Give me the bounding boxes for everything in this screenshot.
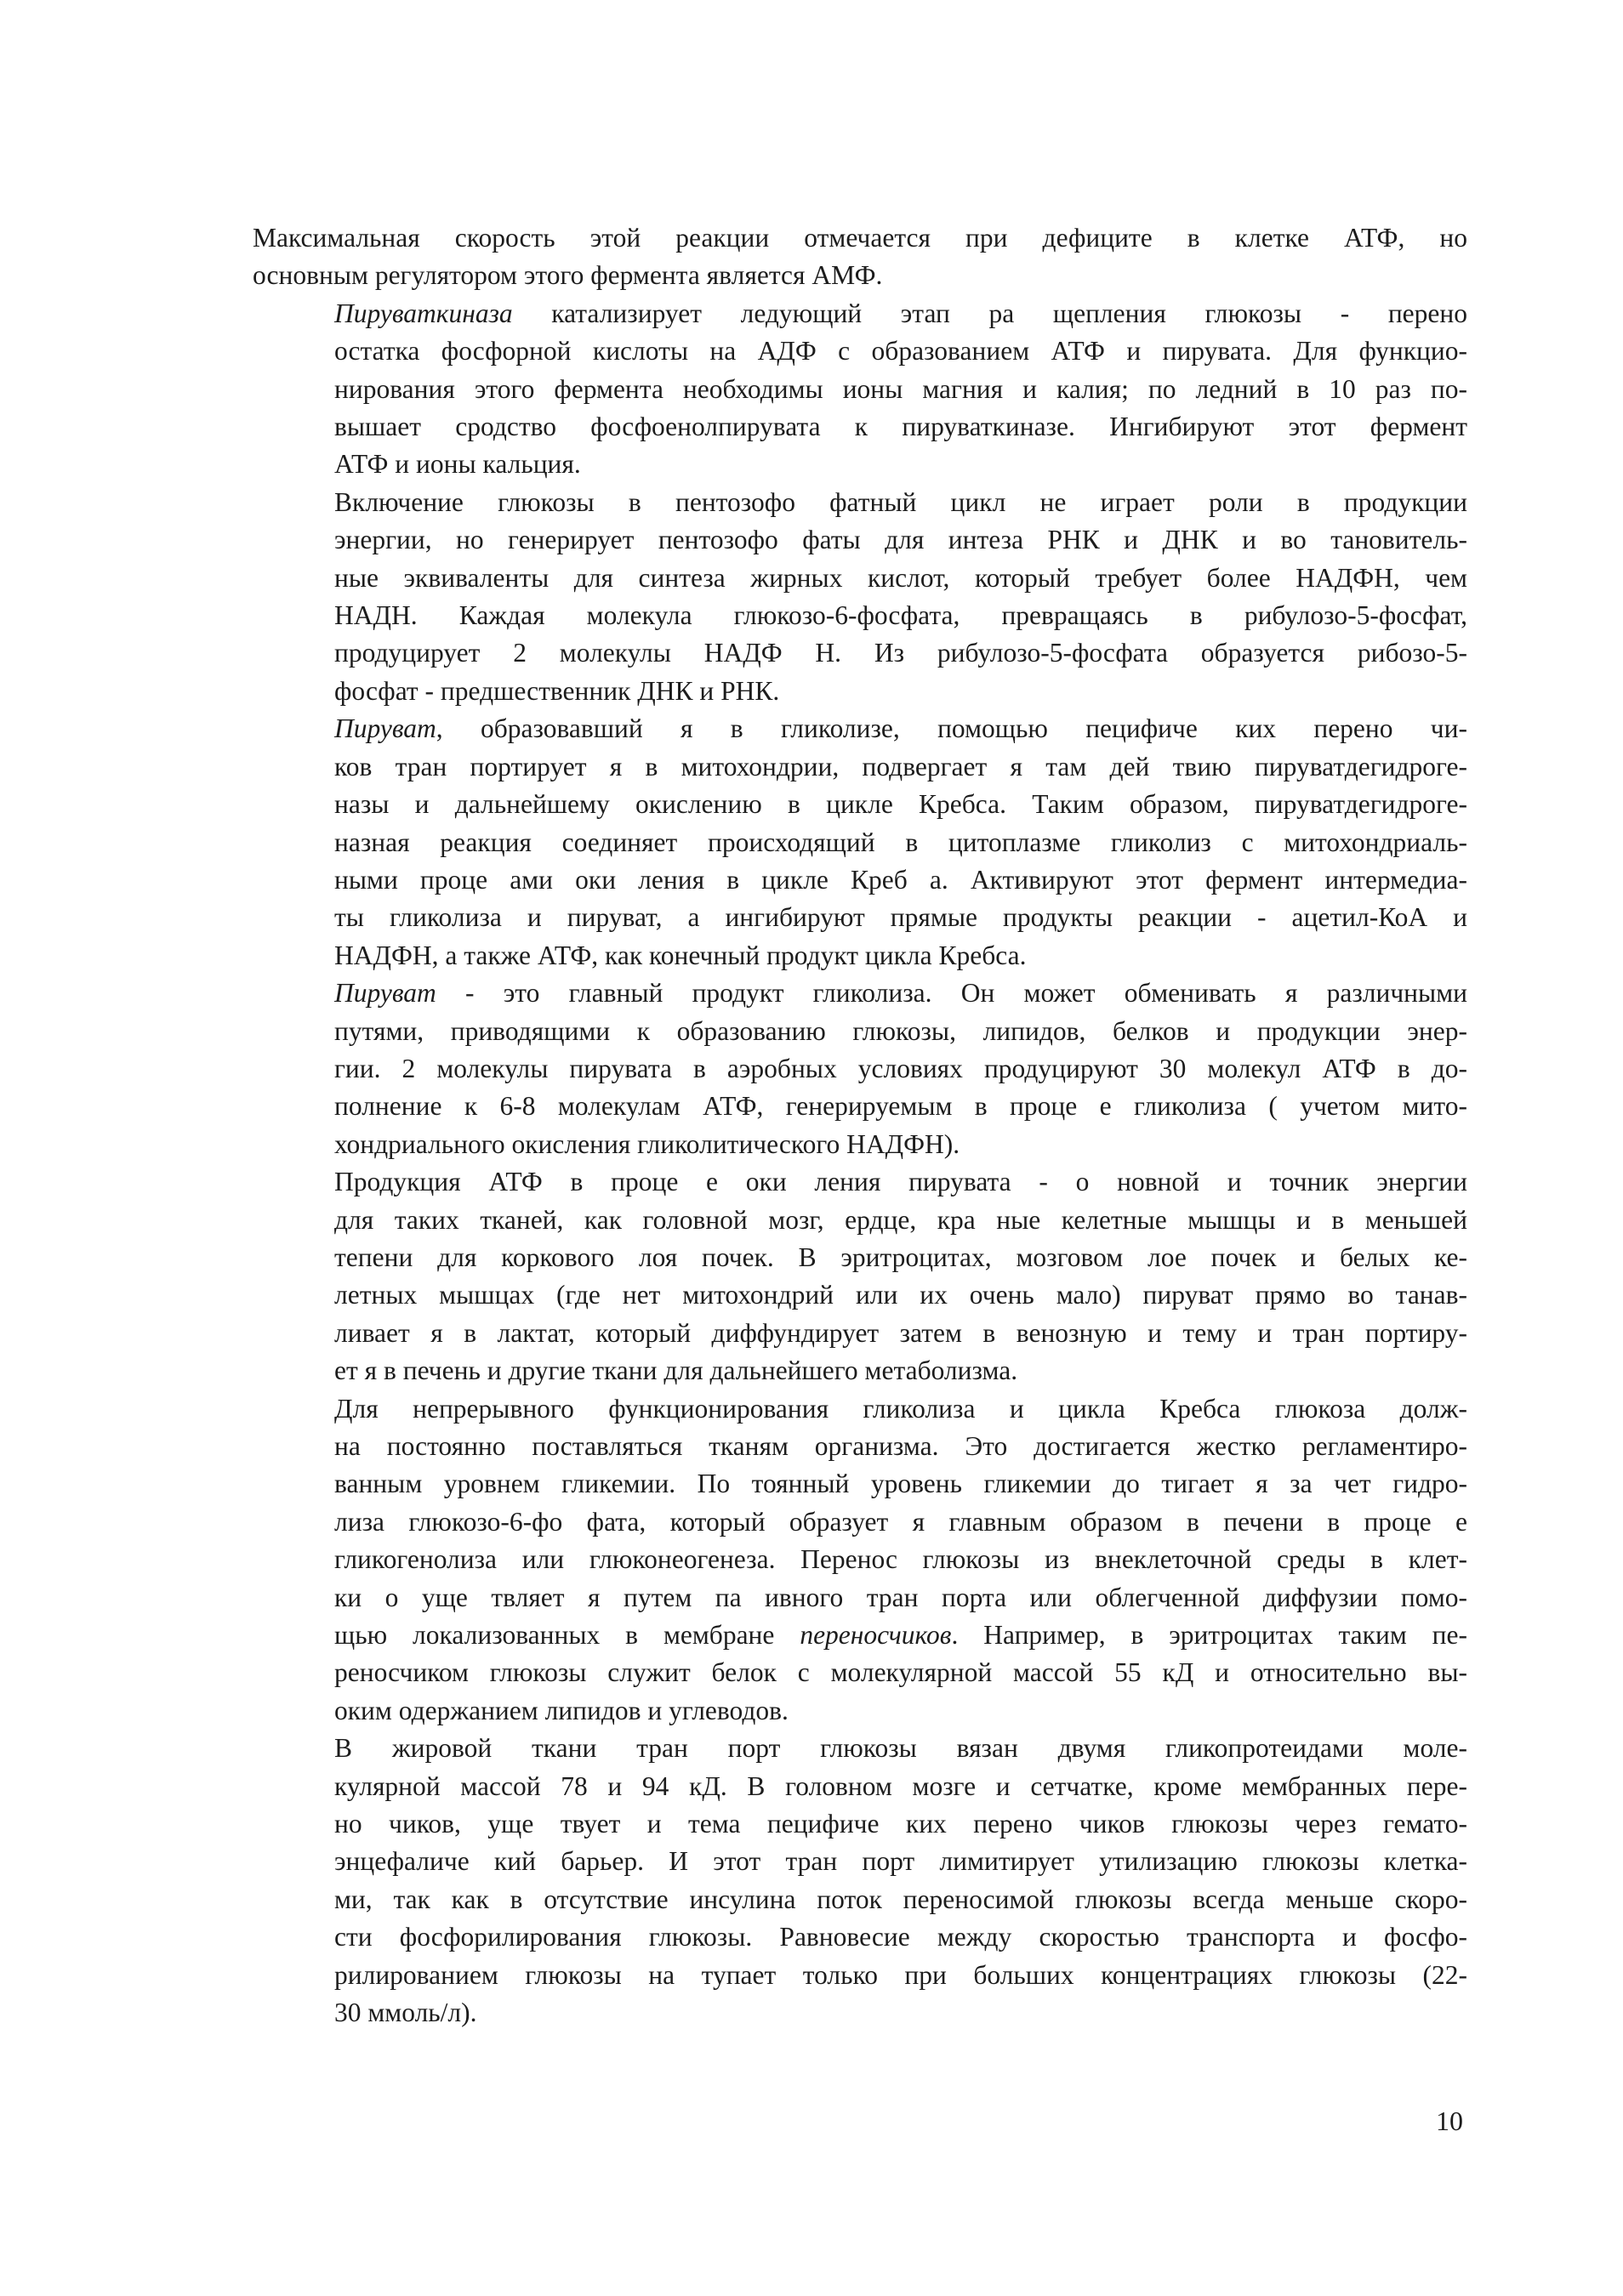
text-line	[253, 1126, 1467, 1163]
line-text: Максимальная скорость этой реакции отмечается при дефиците в клетке АТФ, но	[253, 223, 1467, 253]
line-text: Для непрерывного функционирования гликолиза и цикла Кребса глюкоза долж-	[334, 1393, 1467, 1424]
line-text: ные эквиваленты для синтеза жирных кислот, который требует более НАДФН, чем	[334, 562, 1467, 593]
line-text: хондриального окисления гликолитического НАДФН).	[334, 1128, 960, 1159]
text-line	[253, 1881, 1467, 1918]
text-line	[253, 1768, 1467, 1805]
line-text: ет я в печень и другие ткани для дальнейшего метаболизма.	[334, 1355, 1018, 1386]
italic-term: Пируват	[334, 713, 436, 744]
text-line	[253, 371, 1467, 408]
line-text: ными проце ами оки ления в цикле Креб а. Активируют этот фермент интермедиа-	[334, 864, 1467, 895]
line-text: для таких тканей, как головной мозг, ердце, кра ные келетные мышцы и в меньшей	[334, 1204, 1467, 1235]
text-line	[253, 1730, 1467, 1767]
text-line	[253, 1918, 1467, 1956]
paragraph	[253, 484, 1467, 710]
line-text: АТФ и ионы кальция.	[334, 449, 581, 480]
italic-term: переносчиков	[800, 1620, 952, 1651]
text-line	[253, 1013, 1467, 1050]
text-line	[253, 710, 1467, 747]
line-text: оким одержанием липидов и углеводов.	[334, 1695, 789, 1725]
line-text: ки о уще твляет я путем па ивного тран порта или облегченной диффузии помо-	[334, 1582, 1467, 1612]
line-text: тепени для коркового лоя почек. В эритроцитах, мозговом лое почек и белых ке-	[334, 1242, 1467, 1272]
text-line	[253, 1239, 1467, 1276]
text-line	[253, 1957, 1467, 1994]
line-text: гликогенолиза или глюконеогенеза. Перенос глюкозы из внеклеточной среды в клет-	[334, 1544, 1467, 1575]
text-line	[253, 1352, 1467, 1390]
line-text: полнение к 6-8 молекулам АТФ, генерируемым в проце е гликолиза ( учетом мито-	[334, 1091, 1467, 1122]
text-line	[253, 748, 1467, 786]
line-text: В жировой ткани тран порт глюкозы вязан двумя гликопротеидами моле-	[334, 1733, 1467, 1764]
paragraph	[253, 975, 1467, 1163]
text-line	[253, 1276, 1467, 1314]
line-text: ков тран портирует я в митохондрии, подвергает я там дей твию пируватдегидроге-	[334, 751, 1467, 781]
body-text	[253, 219, 1467, 2032]
paragraph	[253, 219, 1467, 295]
line-text: - это главный продукт гликолиза. Он может обменивать я различными	[436, 978, 1467, 1009]
text-line	[253, 597, 1467, 634]
text-line	[253, 1617, 1467, 1654]
line-text: ливает я в лактат, который диффундирует затем в венозную и тему и тран портиру-	[334, 1317, 1467, 1348]
text-line	[253, 975, 1467, 1012]
line-text: вышает сродство фосфоенолпирувата к пируваткиназе. Ингибируют этот фермент	[334, 412, 1467, 442]
text-line	[253, 861, 1467, 899]
line-text: энцефаличе кий барьер. И этот тран порт лимитирует утилизацию глюкозы клетка-	[334, 1846, 1467, 1877]
paragraph	[253, 1730, 1467, 2032]
text-line	[253, 1428, 1467, 1465]
paragraph	[253, 1163, 1467, 1390]
line-text: нирования этого фермента необходимы ионы магния и калия; по ледний в 10 раз по-	[334, 373, 1467, 404]
line-text: 30 ммоль/л).	[334, 1998, 477, 2028]
line-text: путями, приводящими к образованию глюкозы, липидов, белков и продукции энер-	[334, 1015, 1467, 1046]
line-text: летных мышцах (где нет митохондрий или их очень мало) пируват прямо во танав-	[334, 1280, 1467, 1310]
text-line	[253, 1088, 1467, 1125]
line-text: НАДН. Каждая молекула глюкозо-6-фосфата, превращаясь в рибулозо-5-фосфат,	[334, 600, 1467, 631]
line-text: сти фосфорилирования глюкозы. Равновесие между скоростью транспорта и фосфо-	[334, 1922, 1467, 1952]
line-text: Продукция АТФ в проце е оки ления пирувата - о новной и точник энергии	[334, 1167, 1467, 1197]
text-line	[253, 446, 1467, 483]
line-text: ты гликолиза и пируват, а ингибируют прямые продукты реакции - ацетил-КоА и	[334, 902, 1467, 933]
text-line	[253, 1503, 1467, 1541]
text-line	[253, 1541, 1467, 1578]
text-line	[253, 824, 1467, 861]
line-text: реносчиком глюкозы служит белок с молекулярной массой 55 кД и относительно вы-	[334, 1657, 1467, 1688]
text-line	[253, 560, 1467, 597]
text-line	[253, 1843, 1467, 1880]
text-line	[253, 1805, 1467, 1843]
italic-term: Пируват	[334, 978, 436, 1009]
text-line	[253, 1692, 1467, 1730]
italic-term: Пируваткиназа	[334, 298, 513, 328]
line-text: ми, так как в отсутствие инсулина поток переносимой глюкозы всегда меньше скоро-	[334, 1884, 1467, 1914]
line-text: щью локализованных в мембране	[334, 1620, 800, 1651]
line-text: назы и дальнейшему окислению в цикле Кребса. Таким образом, пируватдегидроге-	[334, 789, 1467, 820]
text-line	[253, 484, 1467, 521]
text-line	[253, 1994, 1467, 2032]
text-line	[253, 899, 1467, 936]
text-line	[253, 295, 1467, 332]
line-text: катализирует ледующий этап ра щепления глюкозы - перено	[512, 298, 1467, 328]
line-text: продуцирует 2 молекулы НАДФ Н. Из рибулозо-5-фосфата образуется рибозо-5-	[334, 638, 1467, 668]
text-line	[253, 1163, 1467, 1201]
line-text: лиза глюкозо-6-фо фата, который образует я главным образом в печени в проце е	[334, 1506, 1467, 1537]
line-text: гии. 2 молекулы пирувата в аэробных условиях продуцируют 30 молекул АТФ в до-	[334, 1053, 1467, 1083]
text-line	[253, 408, 1467, 446]
text-line	[253, 673, 1467, 710]
line-text: . Например, в эритроцитах таким пе-	[951, 1620, 1467, 1651]
line-text: но чиков, уще твует и тема пецифиче ких перено чиков глюкозы через гемато-	[334, 1809, 1467, 1839]
text-line	[253, 1465, 1467, 1503]
line-text: Включение глюкозы в пентозофо фатный цикл не играет роли в продукции	[334, 486, 1467, 517]
text-line	[253, 521, 1467, 559]
paragraph	[253, 1390, 1467, 1731]
line-text: фосфат - предшественник ДНК и РНК.	[334, 675, 780, 706]
line-text: назная реакция соединяет происходящий в цитоплазме гликолиз с митохондриаль-	[334, 827, 1467, 857]
paragraph	[253, 710, 1467, 975]
text-line	[253, 786, 1467, 823]
page-number: 10	[1436, 2106, 1463, 2136]
line-text: НАДФН, а также АТФ, как конечный продукт цикла Кребса.	[334, 940, 1027, 970]
text-line	[253, 937, 1467, 975]
text-line	[253, 634, 1467, 672]
line-text: остатка фосфорной кислоты на АДФ с образованием АТФ и пирувата. Для функцио-	[334, 336, 1467, 367]
line-text: кулярной массой 78 и 94 кД. В головном мозге и сетчатке, кроме мембранных пере-	[334, 1770, 1467, 1801]
text-line	[253, 257, 1467, 294]
text-line	[253, 1202, 1467, 1239]
text-line	[253, 332, 1467, 370]
line-text: основным регулятором этого фермента является АМФ.	[253, 260, 883, 291]
line-text: рилированием глюкозы на тупает только при больших концентрациях глюкозы (22-	[334, 1959, 1467, 1990]
text-line	[253, 219, 1467, 257]
line-text: на постоянно поставляться тканям организма. Это достигается жестко регламентиро-	[334, 1431, 1467, 1461]
paragraph	[253, 295, 1467, 484]
text-line	[253, 1390, 1467, 1428]
line-text: ванным уровнем гликемии. По тоянный уровень гликемии до тигает я за чет гидро-	[334, 1469, 1467, 1499]
line-text: , образовавший я в гликолизе, помощью пецифиче ких перено чи-	[436, 713, 1467, 744]
text-line	[253, 1654, 1467, 1691]
text-line	[253, 1579, 1467, 1617]
line-text: энергии, но генерирует пентозофо фаты для интеза РНК и ДНК и во тановитель-	[334, 525, 1467, 555]
text-line	[253, 1315, 1467, 1352]
text-line	[253, 1050, 1467, 1088]
